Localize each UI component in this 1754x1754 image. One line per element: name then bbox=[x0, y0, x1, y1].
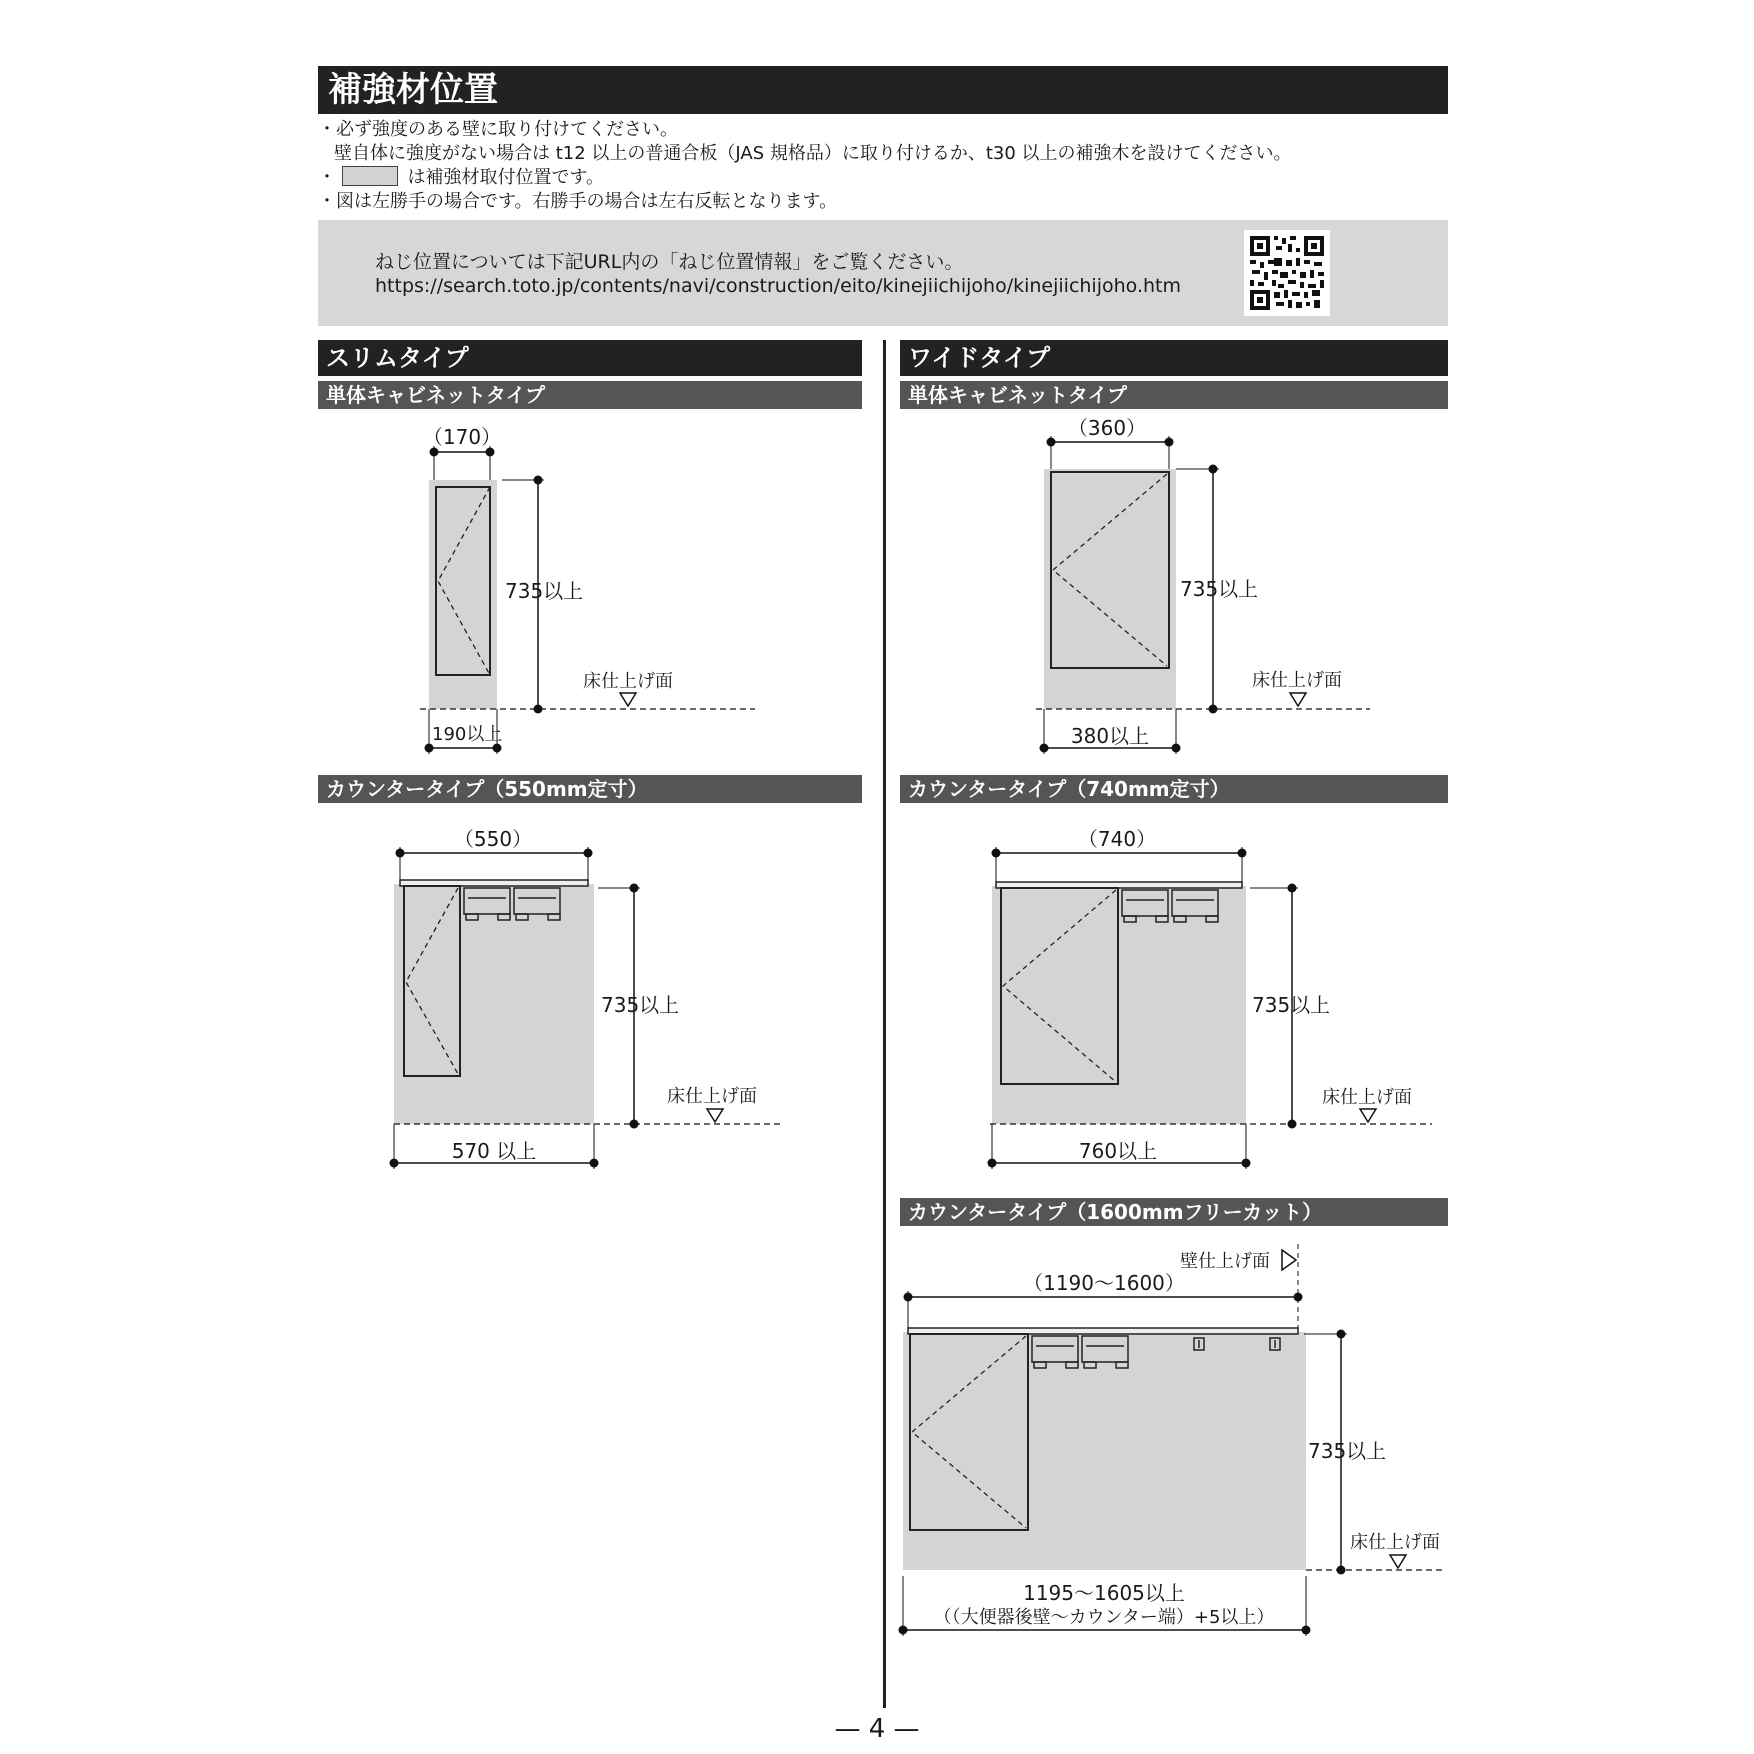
slim-single-title: 単体キャビネットタイプ bbox=[318, 381, 862, 409]
wide-single-height-dim: 735以上 bbox=[1180, 577, 1259, 601]
slim-counter-top-dim: （550） bbox=[453, 827, 533, 851]
slim-title: スリムタイプ bbox=[318, 340, 862, 376]
wide-single-floor-label: 床仕上げ面 bbox=[1252, 670, 1342, 691]
wide-single-bottom-dim: 380以上 bbox=[1070, 724, 1150, 748]
slim-counter-floor-label: 床仕上げ面 bbox=[667, 1086, 757, 1107]
wide-free-height-dim: 735以上 bbox=[1308, 1439, 1387, 1463]
wide-free-title: カウンタータイプ（1600mmフリーカット） bbox=[900, 1198, 1448, 1226]
wide-counter-title: カウンタータイプ（740mm定寸） bbox=[900, 775, 1448, 803]
info-url[interactable]: https://search.toto.jp/contents/navi/construction/eito/kinejiichijoho/kinejiichijoho.htm bbox=[375, 275, 1181, 297]
wide-title: ワイドタイプ bbox=[900, 340, 1448, 376]
wide-single-title: 単体キャビネットタイプ bbox=[900, 381, 1448, 409]
slim-counter-bottom-dim: 570 以上 bbox=[451, 1139, 537, 1163]
wide-free-bottom-dim-1: 1195～1605以上 bbox=[1023, 1581, 1185, 1605]
wide-counter-bottom-dim: 760以上 bbox=[1078, 1139, 1158, 1163]
wide-free-top-dim: （1190～1600） bbox=[1023, 1271, 1185, 1295]
note-line-1: ・必ず強度のある壁に取り付けてください。 bbox=[318, 119, 678, 140]
wide-counter-floor-label: 床仕上げ面 bbox=[1322, 1087, 1412, 1108]
info-text: ねじ位置については下記URL内の「ねじ位置情報」をご覧ください。 bbox=[375, 251, 964, 273]
slim-counter-title: カウンタータイプ（550mm定寸） bbox=[318, 775, 862, 803]
note-line-2: 壁自体に強度がない場合は t12 以上の普通合板（JAS 規格品）に取り付けるか、t30 以上の補強木を設けてください。 bbox=[334, 143, 1292, 164]
slim-single-floor-label: 床仕上げ面 bbox=[583, 671, 673, 692]
wide-counter-height-dim: 735以上 bbox=[1252, 993, 1331, 1017]
wide-counter-top-dim: （740） bbox=[1077, 827, 1157, 851]
reinforcement-area bbox=[1044, 469, 1176, 709]
slim-single-drawing bbox=[420, 446, 755, 754]
reinforcement-area bbox=[394, 884, 594, 1124]
reinforcement-area bbox=[903, 1332, 1306, 1570]
wide-free-bottom-dim-2: （（大便器後壁～カウンター端）+5以上） bbox=[933, 1607, 1275, 1628]
wide-single-top-dim: （360） bbox=[1067, 416, 1147, 440]
wide-free-wall-label: 壁仕上げ面 bbox=[1180, 1251, 1270, 1272]
page-title: 補強材位置 bbox=[318, 66, 1448, 114]
slim-single-top-dim: （170） bbox=[422, 425, 502, 449]
slim-single-bottom-dim: 190以上 bbox=[432, 724, 503, 745]
page-number: — 4 — bbox=[834, 1714, 920, 1744]
slim-counter-drawing bbox=[394, 847, 784, 1169]
wide-free-floor-label: 床仕上げ面 bbox=[1350, 1532, 1440, 1553]
note-line-4: ・図は左勝手の場合です。右勝手の場合は左右反転となります。 bbox=[318, 191, 838, 212]
slim-counter-height-dim: 735以上 bbox=[601, 993, 680, 1017]
note-line-3-text: は補強材取付位置です。 bbox=[407, 167, 605, 188]
note-bullet: ・ bbox=[318, 167, 336, 188]
wide-counter-drawing bbox=[990, 847, 1432, 1169]
slim-single-height-dim: 735以上 bbox=[505, 579, 584, 603]
